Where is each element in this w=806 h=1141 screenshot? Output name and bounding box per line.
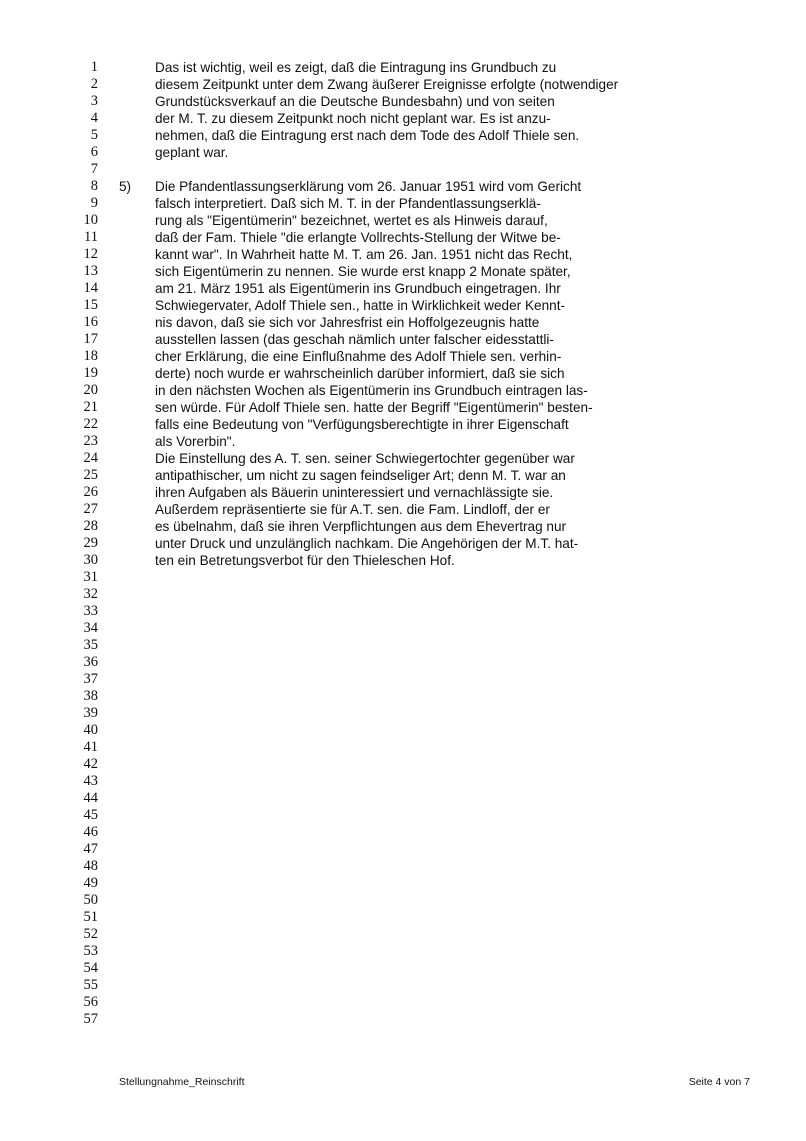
text-line: daß der Fam. Thiele "die erlangte Vollrechts-Stellung der Witwe be- xyxy=(155,230,561,245)
text-line: rung als "Eigentümerin" bezeichnet, wertet es als Hinweis darauf, xyxy=(155,213,548,228)
text-line: der M. T. zu diesem Zeitpunkt noch nicht geplant war. Es ist anzu- xyxy=(155,111,551,126)
line-number: 26 xyxy=(83,484,98,500)
text-line: ausstellen lassen (das geschah nämlich unter falscher eidesstattli- xyxy=(155,332,554,347)
list-item-marker: 5) xyxy=(119,179,132,194)
line-number: 7 xyxy=(90,161,98,177)
line-number: 56 xyxy=(83,994,98,1010)
line-number: 48 xyxy=(83,858,98,874)
line-number: 44 xyxy=(83,790,98,806)
text-line: derte) noch wurde er wahrscheinlich darüber informiert, daß sie sich xyxy=(155,366,565,381)
line-number: 16 xyxy=(83,314,98,330)
line-number: 50 xyxy=(83,892,98,908)
line-number: 6 xyxy=(90,144,98,160)
line-number: 23 xyxy=(83,433,98,449)
line-number: 9 xyxy=(90,195,98,211)
line-number: 35 xyxy=(83,637,98,653)
line-number: 24 xyxy=(83,450,98,466)
line-number: 37 xyxy=(83,671,98,687)
text-line: diesem Zeitpunkt unter dem Zwang äußerer Ereignisse erfolgte (notwendiger xyxy=(155,77,619,92)
text-line: falsch interpretiert. Daß sich M. T. in der Pfandentlassungserklä- xyxy=(155,196,541,211)
line-number: 53 xyxy=(83,943,98,959)
text-line: nis davon, daß sie sich vor Jahresfrist ein Hoffolgezeugnis hatte xyxy=(155,315,540,330)
line-number: 27 xyxy=(83,501,98,517)
line-number: 3 xyxy=(90,93,98,109)
line-number: 57 xyxy=(83,1011,98,1027)
line-number: 17 xyxy=(83,331,98,347)
line-number: 55 xyxy=(83,977,98,993)
text-line: Außerdem repräsentierte sie für A.T. sen. die Fam. Lindloff, der er xyxy=(155,502,550,517)
text-line: Die Einstellung des A. T. sen. seiner Schwiegertochter gegenüber war xyxy=(155,451,575,466)
line-number: 46 xyxy=(83,824,98,840)
line-number: 41 xyxy=(83,739,98,755)
line-number: 22 xyxy=(83,416,98,432)
footer-page-number: Seite 4 von 7 xyxy=(688,1076,750,1088)
line-number: 8 xyxy=(90,178,98,194)
text-line: sen würde. Für Adolf Thiele sen. hatte der Begriff "Eigentümerin" besten- xyxy=(155,400,593,415)
line-number: 20 xyxy=(83,382,98,398)
line-number: 30 xyxy=(83,552,98,568)
text-line: antipathischer, um nicht zu sagen feindseliger Art; denn M. T. war an xyxy=(155,468,566,483)
line-number: 15 xyxy=(83,297,98,313)
line-number: 28 xyxy=(83,518,98,534)
line-number: 42 xyxy=(83,756,98,772)
text-line: als Vorerbin". xyxy=(155,434,236,449)
line-number: 40 xyxy=(83,722,98,738)
line-number: 38 xyxy=(83,688,98,704)
text-line: am 21. März 1951 als Eigentümerin ins Grundbuch eingetragen. Ihr xyxy=(155,281,561,296)
line-number: 54 xyxy=(83,960,98,976)
line-number: 19 xyxy=(83,365,98,381)
footer-document-name: Stellungnahme_Reinschrift xyxy=(119,1076,245,1088)
line-number: 36 xyxy=(83,654,98,670)
text-line: Die Pfandentlassungserklärung vom 26. Januar 1951 wird vom Gericht xyxy=(155,179,582,194)
text-line: sich Eigentümerin zu nennen. Sie wurde erst knapp 2 Monate später, xyxy=(155,264,571,279)
text-line: es übelnahm, daß sie ihren Verpflichtungen aus dem Ehevertrag nur xyxy=(155,519,567,534)
text-line: geplant war. xyxy=(155,145,229,160)
line-number: 32 xyxy=(83,586,98,602)
line-number: 52 xyxy=(83,926,98,942)
line-number: 1 xyxy=(90,59,98,75)
line-number: 2 xyxy=(90,76,98,92)
line-number: 29 xyxy=(83,535,98,551)
line-number: 34 xyxy=(83,620,98,636)
line-number: 51 xyxy=(83,909,98,925)
line-number: 21 xyxy=(83,399,98,415)
line-number-column xyxy=(72,59,98,1028)
document-body xyxy=(155,59,775,569)
text-line: in den nächsten Wochen als Eigentümerin ins Grundbuch eintragen las- xyxy=(155,383,588,398)
line-number: 4 xyxy=(90,110,98,126)
text-line xyxy=(155,161,775,178)
line-number: 49 xyxy=(83,875,98,891)
line-number: 10 xyxy=(83,212,98,228)
line-number: 33 xyxy=(83,603,98,619)
text-line: cher Erklärung, die eine Einflußnahme des Adolf Thiele sen. verhin- xyxy=(155,349,562,364)
text-line: ten ein Betretungsverbot für den Thieleschen Hof. xyxy=(155,553,455,568)
line-number: 25 xyxy=(83,467,98,483)
line-number: 11 xyxy=(84,229,98,245)
text-line: Schwiegervater, Adolf Thiele sen., hatte in Wirklichkeit weder Kennt- xyxy=(155,298,566,313)
line-number: 39 xyxy=(83,705,98,721)
line-number: 31 xyxy=(83,569,98,585)
line-number: 5 xyxy=(90,127,98,143)
text-line: Grundstücksverkauf an die Deutsche Bundesbahn) und von seiten xyxy=(155,94,555,109)
line-number: 18 xyxy=(83,348,98,364)
line-number: 13 xyxy=(83,263,98,279)
text-line: nehmen, daß die Eintragung erst nach dem Tode des Adolf Thiele sen. xyxy=(155,128,580,143)
text-line: Das ist wichtig, weil es zeigt, daß die Eintragung ins Grundbuch zu xyxy=(155,60,557,75)
line-number: 43 xyxy=(83,773,98,789)
text-line: falls eine Bedeutung von "Verfügungsberechtigte in ihrer Eigenschaft xyxy=(155,417,569,432)
text-line: unter Druck und unzulänglich nachkam. Die Angehörigen der M.T. hat- xyxy=(155,536,579,551)
text-line: ihren Aufgaben als Bäuerin uninteressiert und vernachlässigte sie. xyxy=(155,485,554,500)
line-number: 45 xyxy=(83,807,98,823)
line-number: 14 xyxy=(83,280,98,296)
line-number: 47 xyxy=(83,841,98,857)
text-line: kannt war". In Wahrheit hatte M. T. am 26. Jan. 1951 nicht das Recht, xyxy=(155,247,573,262)
line-number: 12 xyxy=(83,246,98,262)
